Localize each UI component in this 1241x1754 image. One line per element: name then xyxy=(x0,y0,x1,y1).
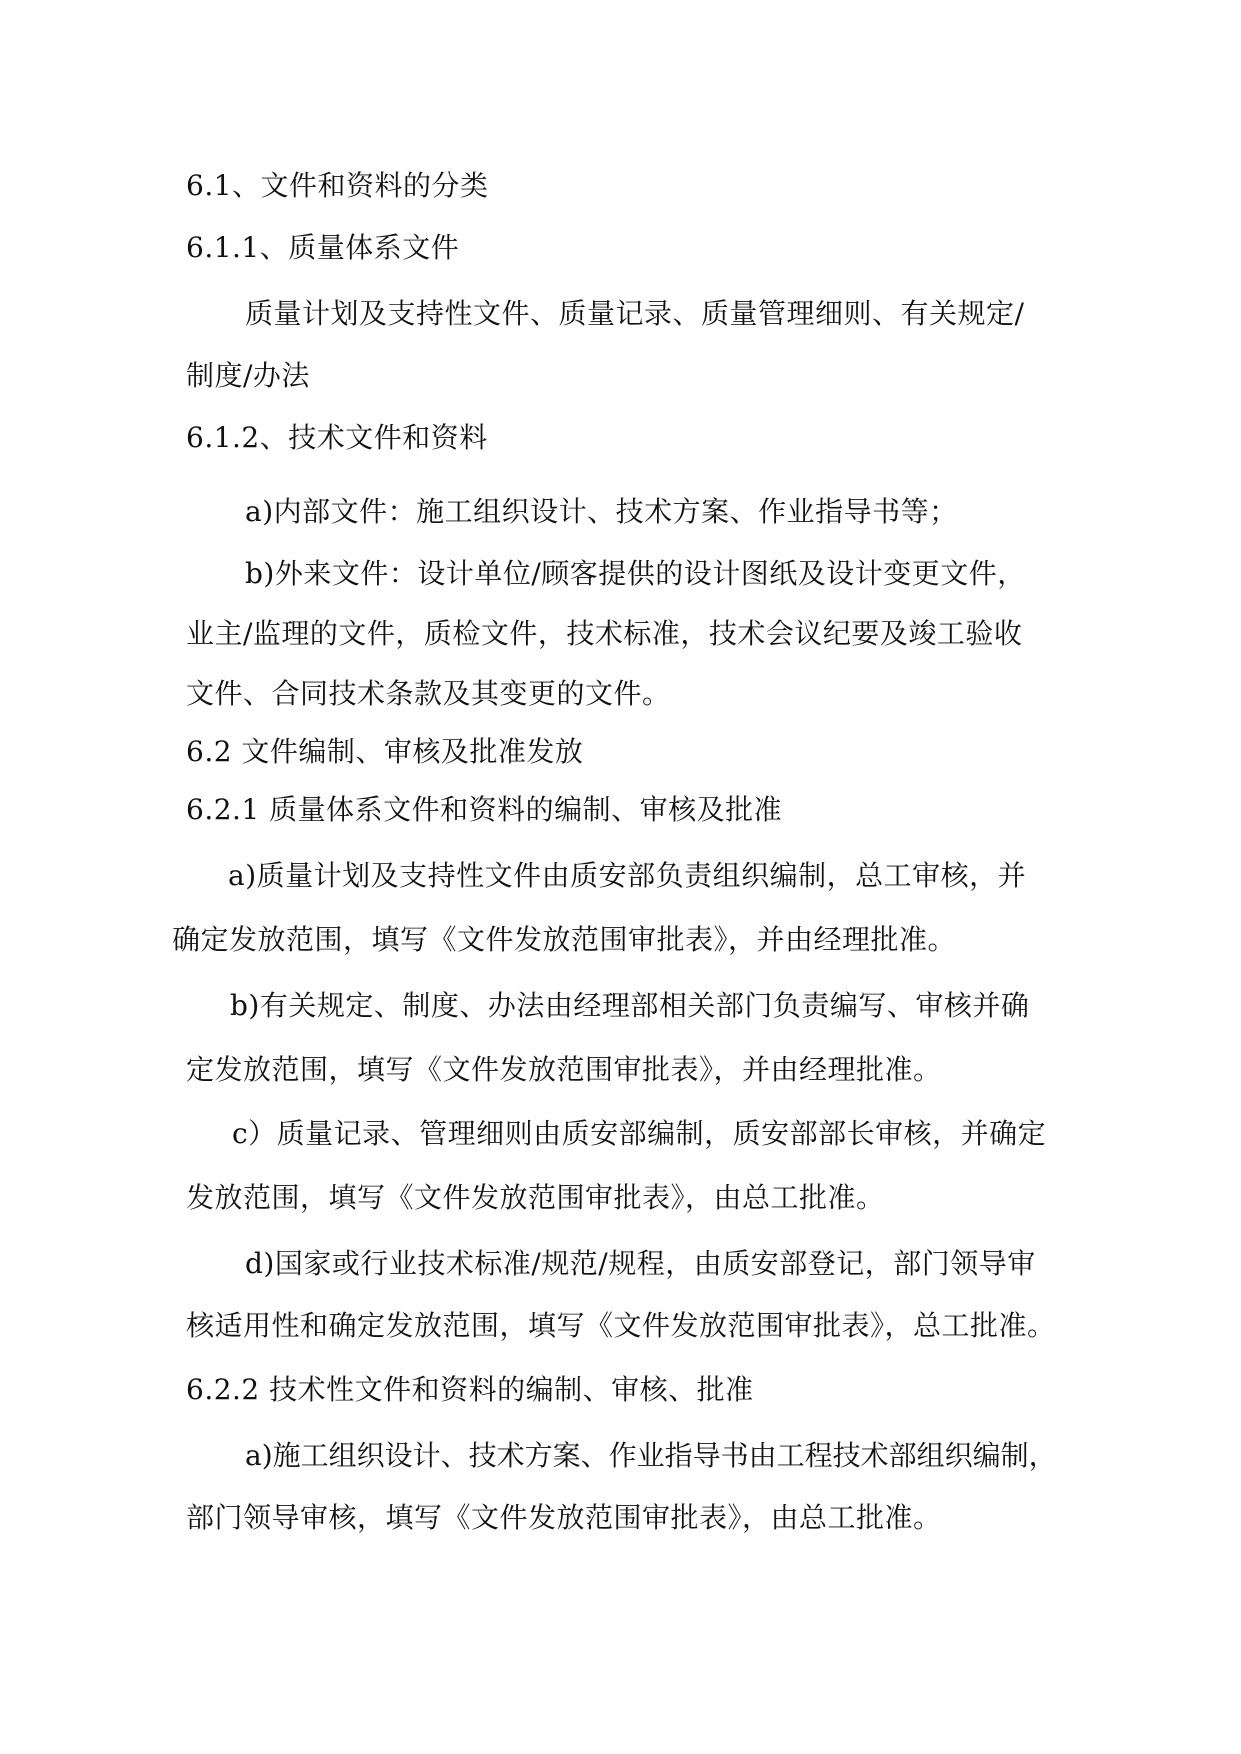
section-heading-6-1: 6.1、文件和资料的分类 xyxy=(186,169,489,202)
paragraph-line: 制度/办法 xyxy=(186,359,310,392)
subsection-heading-6-2-1: 6.2.1 质量体系文件和资料的编制、审核及批准 xyxy=(186,793,783,826)
paragraph-line: d)国家或行业技术标准/规范/规程，由质安部登记，部门领导审 xyxy=(245,1247,1036,1280)
paragraph-line: a)质量计划及支持性文件由质安部负责组织编制，总工审核，并 xyxy=(228,859,1027,892)
section-heading-6-2: 6.2 文件编制、审核及批准发放 xyxy=(186,735,584,768)
paragraph-line: c）质量记录、管理细则由质安部编制，质安部部长审核，并确定 xyxy=(232,1117,1047,1150)
paragraph-line: 确定发放范围，填写《文件发放范围审批表》，并由经理批准。 xyxy=(172,923,957,956)
subsection-heading-6-1-1: 6.1.1、质量体系文件 xyxy=(186,231,460,264)
paragraph-line: 质量计划及支持性文件、质量记录、质量管理细则、有关规定/ xyxy=(245,297,1025,330)
paragraph-line: 文件、合同技术条款及其变更的文件。 xyxy=(186,677,671,710)
paragraph-line: b)外来文件：设计单位/顾客提供的设计图纸及设计变更文件， xyxy=(245,557,1026,590)
paragraph-line: a)施工组织设计、技术方案、作业指导书由工程技术部组织编制， xyxy=(245,1439,1057,1472)
paragraph-line: 业主/监理的文件，质检文件，技术标准，技术会议纪要及竣工验收 xyxy=(186,617,1023,650)
paragraph-line: 部门领导审核，填写《文件发放范围审批表》，由总工批准。 xyxy=(186,1501,942,1534)
paragraph-line: 定发放范围，填写《文件发放范围审批表》，并由经理批准。 xyxy=(186,1053,942,1086)
paragraph-line: 核适用性和确定发放范围，填写《文件发放范围审批表》，总工批准。 xyxy=(186,1309,1056,1342)
paragraph-line: b)有关规定、制度、办法由经理部相关部门负责编写、审核并确 xyxy=(230,989,1030,1022)
subsection-heading-6-2-2: 6.2.2 技术性文件和资料的编制、审核、批准 xyxy=(186,1373,754,1406)
paragraph-line: a)内部文件：施工组织设计、技术方案、作业指导书等； xyxy=(245,495,958,528)
paragraph-line: 发放范围，填写《文件发放范围审批表》，由总工批准。 xyxy=(186,1181,885,1214)
subsection-heading-6-1-2: 6.1.2、技术文件和资料 xyxy=(186,421,488,454)
